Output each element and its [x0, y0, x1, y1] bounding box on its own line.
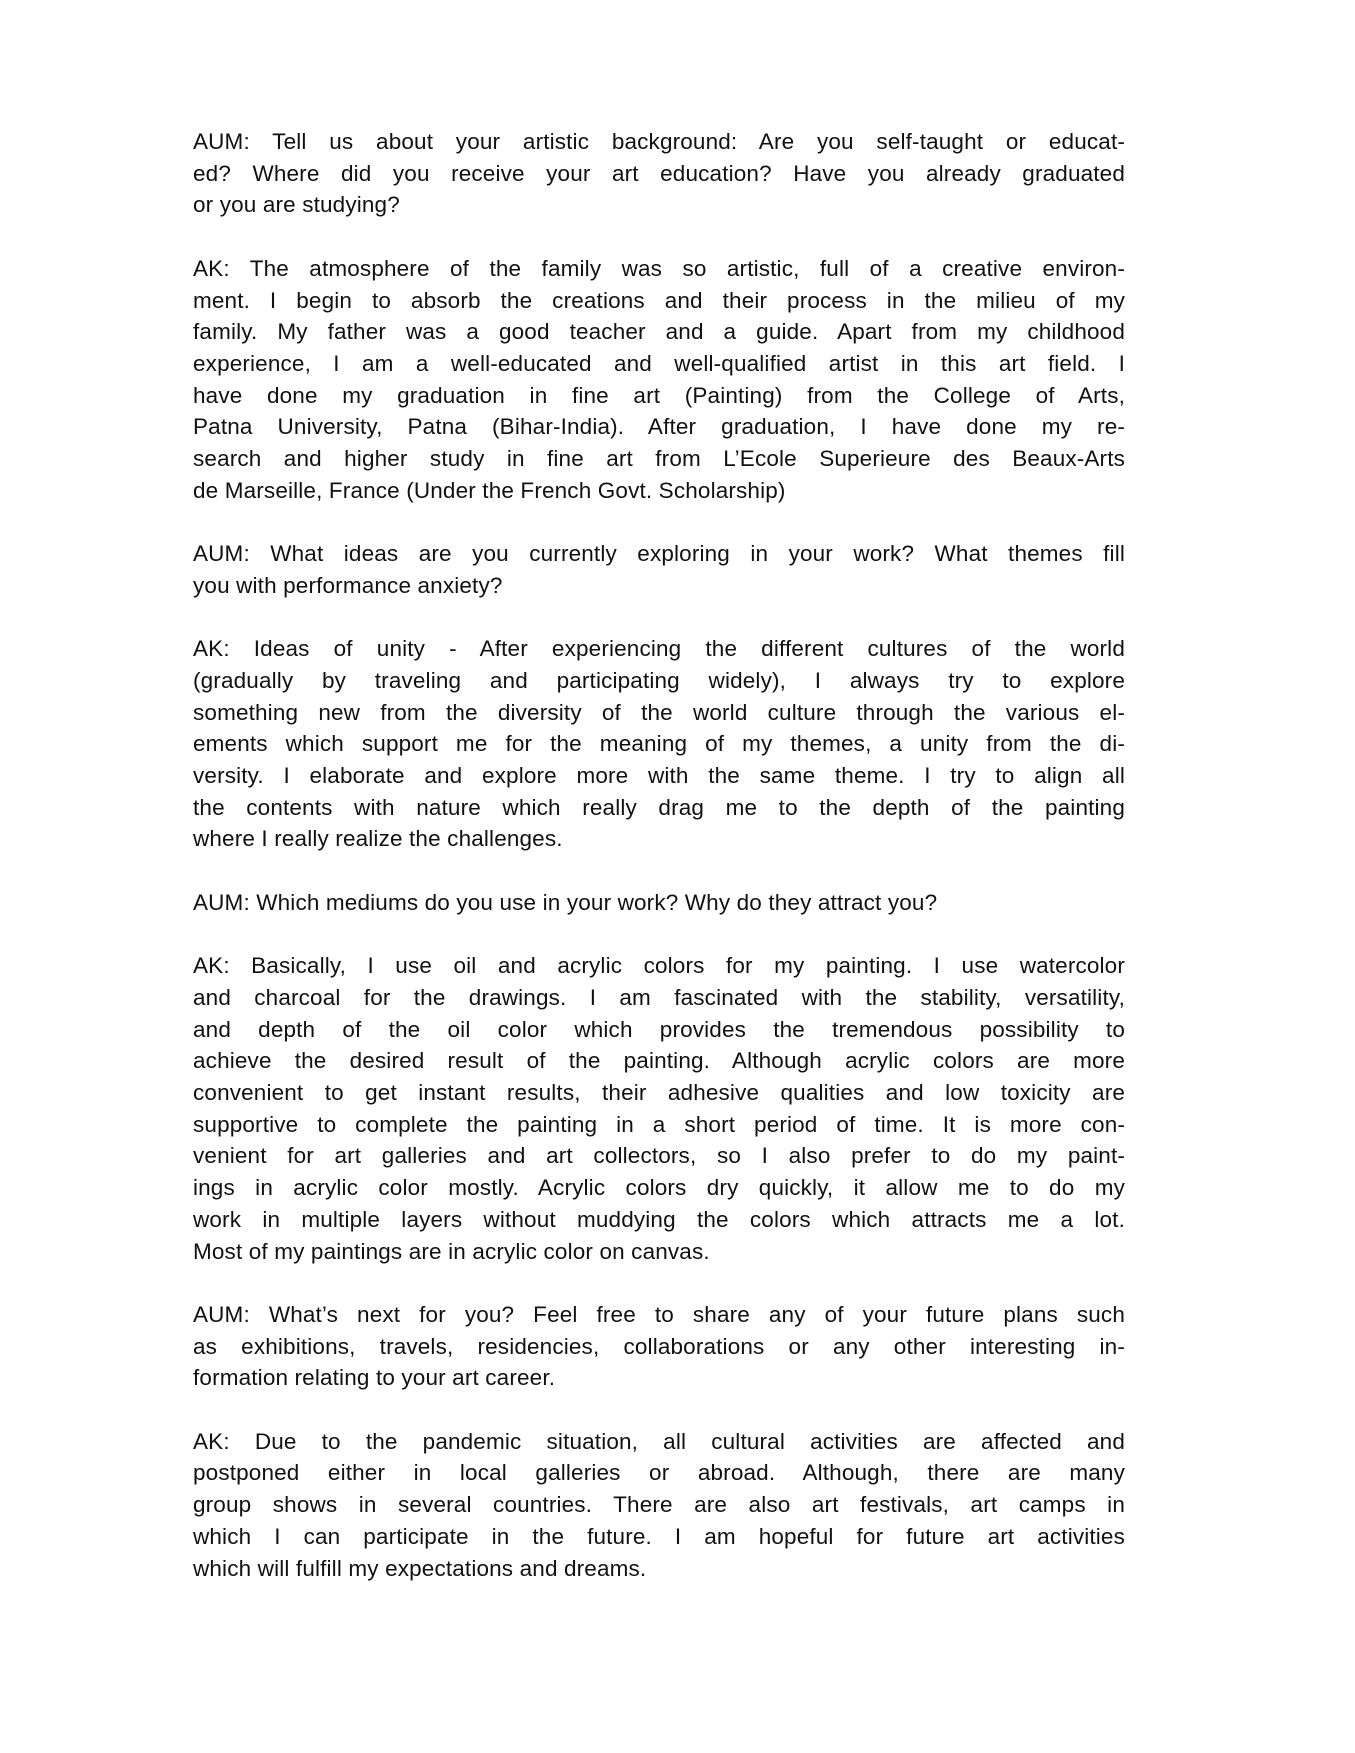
answer-future-plans — [193, 1426, 1125, 1585]
text-line: family. My father was a good teacher and a guide. Apart from my childhood — [193, 319, 1125, 345]
text-line: AK: Basically, I use oil and acrylic colors for my painting. I use watercolor — [193, 953, 1125, 979]
text-line: as exhibitions, travels, residencies, collaborations or any other interesting in- — [193, 1333, 1125, 1359]
text-line: AUM: Which mediums do you use in your work? Why do they attract you? — [193, 889, 938, 915]
text-line: formation relating to your art career. — [193, 1365, 556, 1391]
text-line: work in multiple layers without muddying the colors which attracts me a lot. — [193, 1206, 1125, 1232]
text-line: group shows in several countries. There are also art festivals, art camps in — [193, 1492, 1125, 1518]
text-line: convenient to get instant results, their adhesive qualities and low toxicity are — [193, 1080, 1125, 1106]
answer-mediums — [193, 950, 1125, 1267]
text-line: ings in acrylic color mostly. Acrylic colors dry quickly, it allow me to do my — [193, 1175, 1125, 1201]
text-line: AK: Ideas of unity - After experiencing the different cultures of the world — [193, 636, 1125, 662]
text-line: AK: The atmosphere of the family was so artistic, full of a creative environ- — [193, 255, 1125, 281]
text-line: Patna University, Patna (Bihar-India). After graduation, I have done my re- — [193, 414, 1125, 440]
text-line: have done my graduation in fine art (Painting) from the College of Arts, — [193, 382, 1125, 408]
text-line: ment. I begin to absorb the creations and their process in the milieu of my — [193, 287, 1125, 313]
text-line: where I really realize the challenges. — [193, 826, 563, 852]
answer-current-ideas — [193, 633, 1125, 855]
text-line: Most of my paintings are in acrylic color on canvas. — [193, 1238, 710, 1264]
text-line: AUM: Tell us about your artistic background: Are you self-taught or educat- — [193, 129, 1125, 154]
text-line: something new from the diversity of the world culture through the various el- — [193, 699, 1125, 725]
answer-artistic-background — [193, 253, 1125, 507]
question-current-ideas — [193, 538, 1125, 601]
text-line: supportive to complete the painting in a short period of time. It is more con- — [193, 1111, 1125, 1137]
text-line: and charcoal for the drawings. I am fascinated with the stability, versatility, — [193, 984, 1125, 1010]
text-line: which I can participate in the future. I am hopeful for future art activities — [193, 1523, 1125, 1549]
text-line: AUM: What ideas are you currently exploring in your work? What themes fill — [193, 541, 1125, 567]
text-line: ements which support me for the meaning of my themes, a unity from the di- — [193, 731, 1125, 757]
interview-document — [193, 126, 1125, 1616]
text-line: de Marseille, France (Under the French Govt. Scholarship) — [193, 477, 786, 503]
text-line: postponed either in local galleries or abroad. Although, there are many — [193, 1460, 1125, 1486]
text-line: AK: Due to the pandemic situation, all cultural activities are affected and — [193, 1428, 1125, 1454]
text-line: which will fulfill my expectations and dreams. — [193, 1555, 647, 1581]
text-line: search and higher study in fine art from L’Ecole Superieure des Beaux-Arts — [193, 446, 1125, 472]
text-line: and depth of the oil color which provides the tremendous possibility to — [193, 1016, 1125, 1042]
question-future-plans — [193, 1299, 1125, 1394]
text-line: venient for art galleries and art collectors, so I also prefer to do my paint- — [193, 1143, 1125, 1169]
text-line: (gradually by traveling and participating widely), I always try to explore — [193, 667, 1125, 693]
text-line: you with performance anxiety? — [193, 572, 503, 598]
question-mediums — [193, 887, 1125, 919]
text-line: AUM: What’s next for you? Feel free to share any of your future plans such — [193, 1301, 1125, 1327]
text-line: achieve the desired result of the painting. Although acrylic colors are more — [193, 1048, 1125, 1074]
text-line: the contents with nature which really drag me to the depth of the painting — [193, 794, 1125, 820]
text-line: or you are studying? — [193, 192, 400, 218]
text-line: ed? Where did you receive your art education? Have you already graduated — [193, 160, 1125, 186]
question-artistic-background — [193, 126, 1125, 221]
text-line: experience, I am a well-educated and well-qualified artist in this art field. I — [193, 350, 1125, 376]
text-line: versity. I elaborate and explore more with the same theme. I try to align all — [193, 763, 1125, 789]
